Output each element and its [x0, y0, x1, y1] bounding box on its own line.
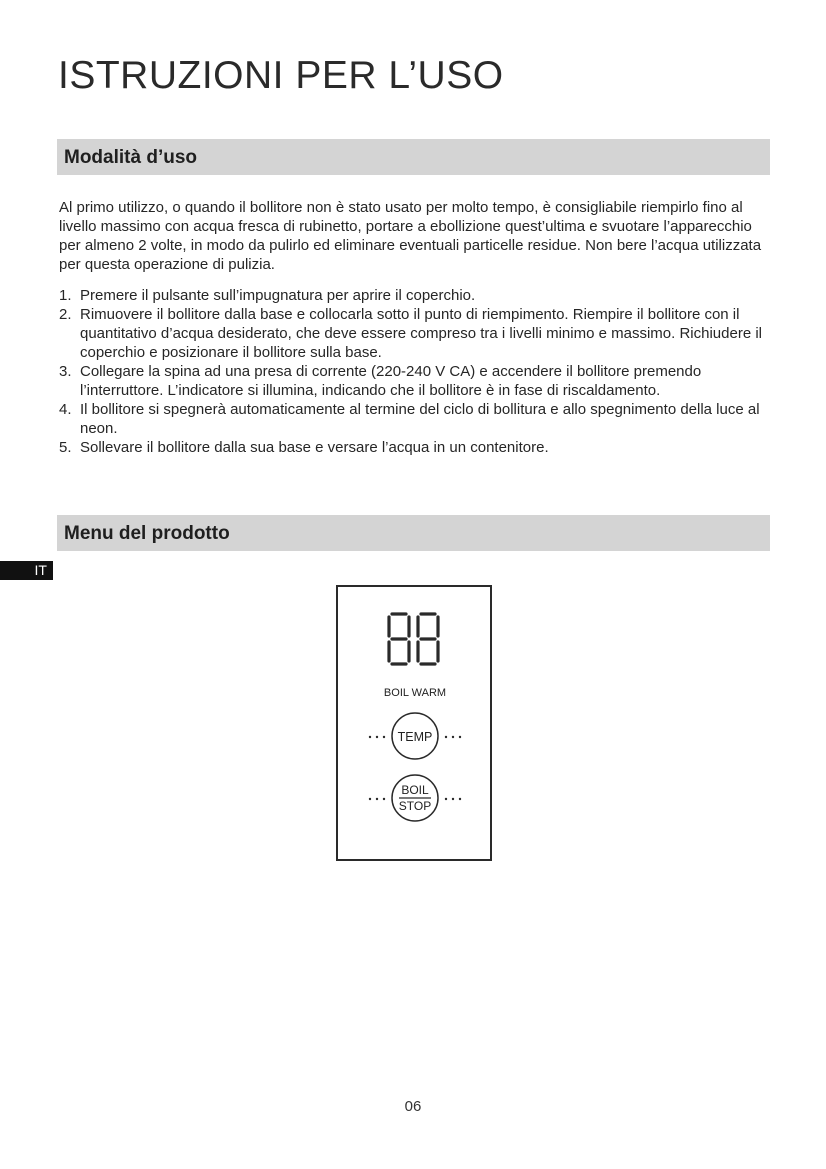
seven-segment-display-icon [389, 614, 438, 664]
step-text: Premere il pulsante sull’impugnatura per aprire il coperchio. [80, 287, 476, 304]
temp-button[interactable] [392, 713, 438, 759]
step-number: 1. [59, 287, 72, 304]
page-number: 06 [404, 1098, 422, 1115]
temp-button-label: TEMP [397, 730, 433, 744]
section-header-menu [57, 515, 770, 551]
step-number: 4. [59, 401, 72, 418]
intro-paragraph: Al primo utilizzo, o quando il bollitore non è stato usato per molto tempo, è consigliabile riempirlo fino al livello massimo con acqua fresca di rubinetto, portare a ebollizione quest’ultima e svuotare l’apparecchio per almeno 2 volte, in modo da pulirlo ed eliminare eventuali particelle residue. Non bere l’acqua utilizzata per questa operazione di pulizia. [59, 199, 762, 273]
step-number: 5. [59, 439, 72, 456]
step-text: Sollevare il bollitore dalla sua base e versare l’acqua in un contenitore. [80, 439, 549, 456]
list-item [59, 286, 771, 305]
page-title: ISTRUZIONI PER L’USO [58, 54, 504, 97]
list-item [59, 438, 771, 457]
section-heading: Menu del prodotto [64, 523, 230, 544]
control-panel-illustration [336, 585, 492, 861]
section-header-modalita [57, 139, 770, 175]
step-text: Il bollitore si spegnerà automaticamente al termine del ciclo di bollitura e allo spegnimento della luce al neon. [80, 401, 760, 437]
boil-stop-button[interactable] [392, 775, 438, 821]
list-item [59, 305, 771, 362]
language-tab: IT [0, 561, 53, 580]
status-label: BOIL WARM [383, 687, 447, 699]
steps-list [59, 286, 771, 457]
step-number: 3. [59, 363, 72, 380]
boil-button-label: BOIL [401, 783, 429, 797]
step-text: Rimuovere il bollitore dalla base e collocarla sotto il punto di riempimento. Riempire il bollitore con il quantitativo d’acqua desiderato, che deve essere compreso tra i livelli minimo e massimo. Richiudere il coperchio e posizionare il bollitore sulla base. [80, 306, 762, 361]
list-item [59, 362, 771, 400]
stop-button-label: STOP [398, 799, 432, 813]
step-text: Collegare la spina ad una presa di corrente (220-240 V CA) e accendere il bollitore premendo l’interruttore. L’indicatore si illumina, indicando che il bollitore è in fase di riscaldamento. [80, 363, 702, 399]
list-item [59, 400, 771, 438]
step-number: 2. [59, 306, 72, 323]
section-heading: Modalità d’uso [64, 147, 197, 168]
